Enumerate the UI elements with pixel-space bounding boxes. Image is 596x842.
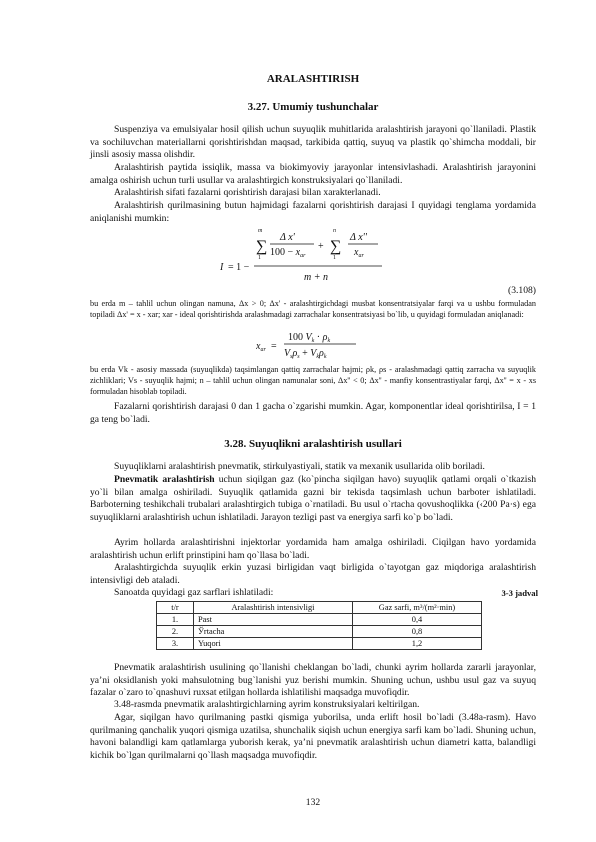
equation-number: (3.108) — [508, 285, 536, 296]
paragraph: Sanoatda quyidagi gaz sarflari ishlatiladi: — [114, 587, 274, 598]
paragraph: 3.48-rasmda pnevmatik aralashtirgichlarning ayrim konstruksiyalari keltirilgan. — [114, 699, 420, 710]
bold-term: Pnevmatik aralashtirish — [114, 474, 215, 485]
page-number: 132 — [305, 797, 321, 808]
paragraph: Suspenziya va emulsiyalar hosil qilish uchun suyuqlik muhitlarida aralashtirish jarayoni qo`llaniladi. Plastik va sochiluvchan materiallarni qorishtirishdan maqsad, tarkibida qattiq, suyuq va plastik qo`shimcha moddali, bir jinsli asosiy massa olishdir. — [90, 124, 536, 161]
svg-text:+: + — [318, 241, 324, 252]
table-cell: 2. — [157, 626, 194, 638]
column-header: Aralashtirish intensivligi — [194, 602, 353, 614]
svg-text:1: 1 — [333, 255, 336, 261]
paragraph: Aralashtirish paytida issiqlik, massa va biokimyoviy jarayonlar intensivlashadi. Aralashtirish jarayonini amalga oshirish uchun turli usullar va aralashtirgich konstruksiyalari qo`llaniladi. — [90, 162, 536, 186]
paragraph: Aralashtirish sifati fazalarni qorishtirish darajasi bilan xarakterlanadi. — [114, 187, 381, 198]
paragraph: Fazalarni qorishtirish darajasi 0 dan 1 gacha o`zgarishi mumkin. Agar, komponentlar ideal qorishtirilsa, I = 1 ga teng bo`ladi. — [90, 401, 536, 425]
table-cell: 0,4 — [353, 614, 482, 626]
table-label: 3-3 jadval — [501, 588, 538, 598]
table-cell: Past — [194, 614, 353, 626]
svg-text:= 1 −: = 1 − — [228, 262, 250, 273]
svg-text:Vsρs + Vkρk: $V_s\rho_s + V_k\rho_k$ — [284, 348, 327, 360]
table-cell: 1,2 — [353, 638, 482, 650]
svg-text:∑: ∑ — [256, 238, 268, 255]
svg-text:100 − xar: $100 - x_{ar}$ — [270, 247, 306, 259]
paragraph: Suyuqliklarni aralashtirish pnevmatik, stirkulyastiyali, statik va mexanik usullarida olib boriladi. — [114, 461, 485, 472]
gas-consumption-table — [156, 601, 482, 650]
table-cell: 1. — [157, 614, 194, 626]
table-cell: 3. — [157, 638, 194, 650]
svg-text:I: I — [220, 262, 224, 273]
column-header: Gaz sarfi, m³/(m²·min) — [353, 602, 482, 614]
formula-ideal-concentration — [256, 329, 376, 361]
table-row — [157, 626, 482, 638]
table-row — [157, 614, 482, 626]
paragraph: bu erda m – tahlil uchun olingan namuna, Δx > 0; Δx' - aralashtirgichdagi musbat konsentratsiyalar farqi va u ushbu formuladan topiladi Δx' = x - xar; xar - ideal qorishtirishda aralashmadagi zarrachalar konsentratsiyasi bo`lib, u quyidagi formuladan aniqlanadi: — [90, 299, 536, 320]
paragraph: Agar, siqilgan havo qurilmaning pastki qismiga yuborilsa, unda erlift hosil bo`ladi (3.48a-rasm). Havo qurilmaning qanchalik yuqori qismiga uzatilsa, shunchalik siqish uchun energiya sarfi kam bo`ladi. Shuning uchun, havoni balandligi kam qatlamlarga yuborish kerak, ya’ni pnevmatik aralashtirish uchun diametri katta, balandligi kichik bo`lgan qurilmalarni qo`llash maqsadga muvofiqdir. — [90, 712, 536, 761]
formula-degree-of-mixing — [218, 226, 408, 298]
svg-text:xar: $x_{ar}$ — [354, 247, 364, 259]
paragraph: Aralashtirgichda suyuqlik erkin yuzasi birligidan vaqt birligida o`tayotgan gaz miqdoriga aralashtirish intensivligi deb ataladi. — [90, 562, 536, 586]
page-title: ARALASHTIRISH — [266, 73, 360, 85]
svg-text:100 Vk · ρk: 100 $V_k \cdot \rho_k$ — [288, 332, 331, 344]
table-cell: Yuqori — [194, 638, 353, 650]
table-row — [157, 638, 482, 650]
table-cell: Ўrtacha — [194, 626, 353, 638]
table-header-row — [157, 602, 482, 614]
paragraph: Pnevmatik aralashtirish uchun siqilgan gaz (ko`pincha siqilgan havo) suyuqlik qatlami orqali o`tkazish yo`li bilan amalga oshiriladi. Suyuqlik qatlamida gazni bir tekisda taqsimlash uchun barboter ishlatiladi. Barboterning teshikchali trubalari aralashtirgich tubiga o`rnatiladi. Bu usul o`rtacha qovushoqlikka (‹200 Pa·s) ega suyuqliklarni aralashtirish uchun ishlatiladi. Jarayon tezligi past va energiya sarfi ko`p bo`ladi. — [90, 474, 537, 523]
svg-text:Δ x': Δ x' — [280, 232, 295, 243]
svg-text:xar: $x_{ar}$ — [256, 341, 266, 353]
section-heading-2: 3.28. Suyuqlikni aralashtirish usullari — [224, 438, 402, 450]
paragraph: Ayrim hollarda aralashtirishni injektorlar yordamida ham amalga oshiriladi. Ciqilgan havo yordamida aralashtirish uchun erlift prinstipini ham qo`llasa bo`ladi. — [90, 537, 536, 561]
svg-text:=: = — [271, 341, 277, 352]
column-header: t/r — [157, 602, 194, 614]
svg-text:n: n — [333, 228, 336, 234]
svg-text:m: m — [258, 228, 263, 234]
svg-text:Δ x'': Δ x'' — [350, 232, 367, 243]
svg-text:∑: ∑ — [330, 238, 342, 255]
svg-text:m + n: m + n — [304, 272, 328, 283]
section-heading-1: 3.27. Umumiy tushunchalar — [247, 101, 379, 113]
paragraph: Pnevmatik aralashtirish usulining qo`llanishi cheklangan bo`ladi, chunki ayrim hollarda zararli jarayonlar, ya’ni oksidlanish yoki mahsulotning bug`lanishi yuz berishi mumkin. Shuning uchun, ushbu usul gaz va suyuq fazalar o`zaro to`qnashuvi ruxsat etilgan hollarda ishlatilishi maqsadga muvofiqdir. — [90, 662, 536, 699]
paragraph: bu erda Vk - asosiy massada (suyuqlikda) taqsimlangan qattiq zarrachalar hajmi; ρk, ρs - aralashmadagi qattiq zarracha va suyuqlik zichliklari; Vs - suyuqlik hajmi; n – tahlil uchun olingan namunalar soni, Δx'' < 0; Δx'' - manfiy konsentrastiyalar farqi, Δx'' = x - xs formuladan hisoblab topiladi. — [90, 365, 536, 397]
svg-text:1: 1 — [258, 255, 261, 261]
table-cell: 0,8 — [353, 626, 482, 638]
paragraph: Aralashtirish qurilmasining butun hajmidagi fazalarni qorishtirish darajasi I quyidagi tenglama yordamida aniqlanishi mumkin: — [90, 200, 536, 224]
